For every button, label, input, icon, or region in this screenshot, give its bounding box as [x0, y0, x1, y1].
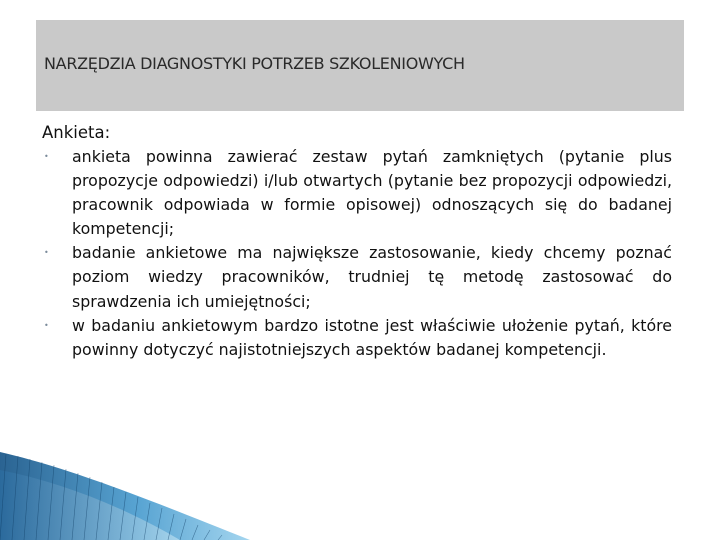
bullet-item: [42, 241, 672, 313]
bullet-item: [42, 314, 672, 362]
wave-hatching: [0, 454, 222, 540]
bullet-icon: •: [44, 320, 49, 330]
bullet-text: ankieta powinna zawierać zestaw pytań zamkniętych (pytanie plus propozycje odpowiedzi) i/lub otwartych (pytanie bez propozycji odpowiedzi, pracownik odpowiada w formie opisowej) odnoszących się do badanej kompetencji;: [72, 147, 672, 239]
wave-band: [0, 452, 250, 540]
bullet-text: badanie ankietowe ma największe zastosowanie, kiedy chcemy poznać poziom wiedzy pracowników, trudniej tę metodę zastosować do sprawdzenia ich umiejętności;: [72, 243, 672, 311]
content-heading: Ankieta:: [42, 123, 111, 142]
title-band: [36, 20, 684, 111]
bullet-icon: •: [44, 248, 49, 258]
bullet-list: [42, 145, 672, 362]
wave-band-light: [0, 470, 180, 540]
slide-content: [42, 121, 672, 362]
bullet-text: w badaniu ankietowym bardzo istotne jest właściwie ułożenie pytań, które powinny dotyczyć najistotniejszych aspektów badanej kompetencji.: [72, 315, 672, 359]
bullet-item: [42, 145, 672, 241]
bullet-icon: •: [44, 152, 49, 161]
slide-title: NARZĘDZIA DIAGNOSTYKI POTRZEB SZKOLENIOWYCH: [44, 54, 465, 73]
